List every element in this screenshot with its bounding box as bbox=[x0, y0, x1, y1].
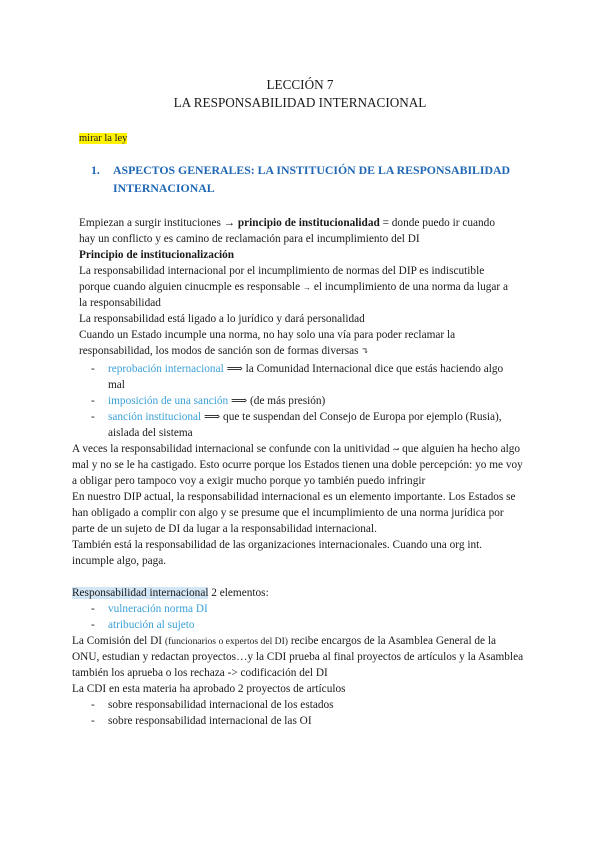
paragraph-line: La responsabilidad internacional por el incumplimiento de normas del DIP es indiscutible bbox=[79, 265, 485, 277]
text-span: A veces la responsabilidad internacional se confunde con la unitividad bbox=[72, 443, 390, 455]
text-span: porque cuando alguien cinucmple es responsable bbox=[79, 281, 301, 293]
blue-term: reprobación internacional bbox=[108, 363, 224, 375]
list-dash: - bbox=[91, 395, 95, 407]
text-span: = donde puedo ir cuando bbox=[382, 217, 495, 229]
list-item: sobre responsabilidad internacional de las OI bbox=[108, 715, 312, 727]
list-item bbox=[108, 362, 503, 377]
lesson-number: LECCIÓN 7 bbox=[266, 77, 334, 92]
section-heading-line2: INTERNACIONAL bbox=[113, 181, 215, 195]
list-dash: - bbox=[91, 603, 95, 615]
text-span: (de más presión) bbox=[250, 395, 326, 407]
paragraph-line bbox=[79, 344, 369, 359]
paragraph-line: incumple algo, paga. bbox=[72, 555, 167, 567]
list-item: sobre responsabilidad internacional de los estados bbox=[108, 699, 334, 711]
paragraph-line: también los aprueba o los rechaza -> codificación del DI bbox=[72, 667, 328, 679]
list-dash: - bbox=[91, 619, 95, 631]
list-dash: - bbox=[91, 411, 95, 423]
paragraph-line: han obligado a complir con algo y se presume que el incumplimiento de una norma jurídica por bbox=[72, 507, 504, 519]
highlight-note bbox=[79, 131, 127, 146]
paragraph-line: mal y no se le ha castigado. Esto ocurre porque los Estados tienen una doble percepción: yo me voy bbox=[72, 459, 523, 471]
paragraph-line: a obligar pero tampoco voy a exigir mucho porque yo también puedo infringir bbox=[72, 475, 426, 487]
paragraph-line: ONU, estudian y redactan proyectos…y la CDI prueba al final proyectos de artículos y la Asamblea bbox=[72, 651, 524, 663]
paragraph-line: la responsabilidad bbox=[79, 297, 161, 309]
paragraph-line bbox=[72, 634, 496, 649]
text-span: el incumplimiento de una norma da lugar a bbox=[313, 281, 508, 293]
text-span: recibe encargos de la Asamblea General de la bbox=[290, 635, 497, 647]
list-dash: - bbox=[91, 699, 95, 711]
bold-term: principio de institucionalidad bbox=[237, 217, 380, 229]
paragraph-line bbox=[72, 586, 269, 601]
paragraph-line: En nuestro DIP actual, la responsabilidad internacional es un elemento importante. Los Estados se bbox=[72, 491, 516, 503]
list-item: vulneración norma DI bbox=[108, 603, 208, 615]
text-span: la Comunidad Internacional dice que estás haciendo algo bbox=[245, 363, 504, 375]
list-item-continuation: aislada del sistema bbox=[108, 427, 193, 439]
section-number: 1. bbox=[91, 163, 100, 177]
list-item bbox=[108, 410, 502, 425]
paragraph-line: hay un conflicto y es camino de reclamación para el incumplimiento del DI bbox=[79, 233, 420, 245]
text-span: que te suspendan del Consejo de Europa por ejemplo (Rusia), bbox=[223, 411, 502, 423]
list-dash: - bbox=[91, 715, 95, 727]
blue-term: imposición de una sanción bbox=[108, 395, 229, 407]
arrow-down-icon: ↴ bbox=[361, 346, 369, 356]
yellow-highlight: mirar la ley bbox=[79, 133, 128, 144]
paragraph-line: La CDI en esta materia ha aprobado 2 proyectos de artículos bbox=[72, 683, 346, 695]
arrow-right-icon: → bbox=[302, 283, 311, 292]
paragraph-line bbox=[79, 280, 508, 295]
list-item bbox=[108, 394, 325, 409]
text-span: Empiezan a surgir instituciones bbox=[79, 217, 221, 229]
lesson-title: LA RESPONSABILIDAD INTERNACIONAL bbox=[173, 95, 427, 110]
paragraph-line bbox=[79, 216, 495, 231]
paragraph-line bbox=[72, 442, 520, 457]
text-span: 2 elementos: bbox=[211, 587, 269, 599]
paragraph-line: La responsabilidad está ligado a lo jurídico y dará personalidad bbox=[79, 313, 365, 325]
text-span: responsabilidad, los modos de sanción son de formas diversas bbox=[79, 345, 359, 357]
paragraph-line: parte de un sujeto de DI da lugar a la responsabilidad internacional. bbox=[72, 523, 377, 535]
blue-highlight: Responsabilidad internacional bbox=[72, 587, 209, 599]
blue-term: sanción institucional bbox=[108, 411, 202, 423]
small-text-span: (funcionarios o expertos del DI) bbox=[164, 636, 288, 647]
text-span: La Comisión del DI bbox=[72, 635, 163, 647]
paragraph-line: También está la responsabilidad de las organizaciones internacionales. Cuando una org int. bbox=[72, 539, 483, 551]
double-arrow-icon: ⟹ bbox=[226, 363, 243, 375]
arrow-right-icon: → bbox=[223, 217, 236, 229]
list-dash: - bbox=[91, 363, 95, 375]
double-arrow-icon: ⟹ bbox=[231, 395, 248, 407]
squiggle-arrow-icon: ↝ bbox=[392, 445, 400, 454]
list-item: atribución al sujeto bbox=[108, 619, 195, 631]
section-heading-line1: ASPECTOS GENERALES: LA INSTITUCIÓN DE LA RESPONSABILIDAD bbox=[113, 163, 511, 177]
double-arrow-icon: ⟹ bbox=[204, 411, 221, 423]
paragraph-line: Cuando un Estado incumple una norma, no hay solo una vía para poder reclamar la bbox=[79, 329, 456, 341]
list-item-continuation: mal bbox=[108, 379, 125, 391]
subheading bbox=[79, 248, 234, 263]
bold-subheading: Principio de institucionalización bbox=[79, 249, 235, 261]
text-span: que alguien ha hecho algo bbox=[402, 443, 521, 455]
